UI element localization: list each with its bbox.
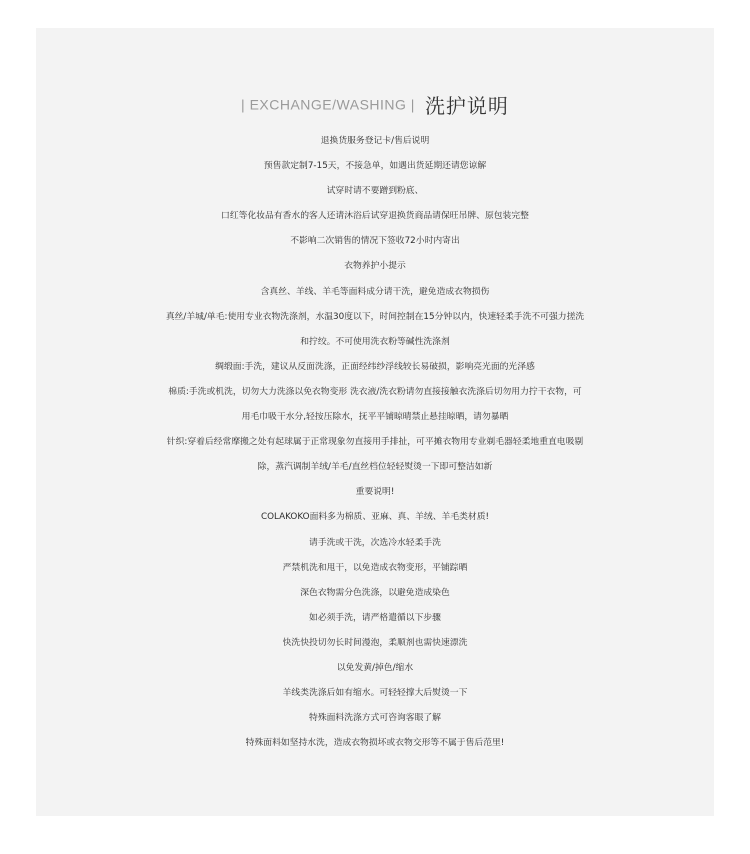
instruction-line: 特殊面料洗涤方式可咨询客眼了解 xyxy=(309,713,441,724)
instruction-line: 请手洗或干洗，次选冷水轻柔手洗 xyxy=(309,537,441,548)
instruction-line: 和拧绞。不可使用洗衣粉等碱性洗涤剂 xyxy=(300,336,450,347)
instruction-line: 绸缎面:手洗，建议从反面洗涤，正面经纬纱浮线较长易破损，影响亮光面的光泽感 xyxy=(215,361,535,372)
instruction-line: 以免发黄/掉色/缩水 xyxy=(336,662,414,673)
instruction-line: COLAKOKO面料多为棉质、亚麻、真、羊绒、羊毛类材质! xyxy=(260,512,490,523)
instruction-line: 深色衣物需分色洗涤，以避免造成染色 xyxy=(300,587,450,598)
instruction-line: 用毛巾吸干水分,轻按压除水，抚平平铺晾晴禁止悬挂晾晒，请勿暴晒 xyxy=(241,412,509,423)
instruction-line: 如必须手洗，请严格遣循以下步骤 xyxy=(309,612,441,623)
header-title: 洗护说明 xyxy=(424,94,509,118)
instruction-line: 退换货服务登记卡/售后说明 xyxy=(320,136,430,146)
instruction-line: 衣物养护小提示 xyxy=(344,261,406,272)
instruction-line: 特殊面料如坚持水洗，造成衣物损坏或衣物交形等不属于售后范里! xyxy=(245,738,505,749)
instruction-line: 含真丝、羊线、羊毛等面料成分请干洗，避免造成衣物损伤 xyxy=(260,286,490,297)
header-english-label: | EXCHANGE/WASHING | xyxy=(241,96,415,113)
instruction-lines xyxy=(36,129,714,756)
instruction-line: 试穿时请不要蹭到粉底、 xyxy=(326,186,424,197)
care-instructions-panel xyxy=(36,28,714,816)
instruction-line: 口红等化妆品有香水的客人还请沐浴后试穿退换货商品请保旺吊牌、原包装完整 xyxy=(221,211,529,222)
instruction-line: 重要说明! xyxy=(355,487,395,498)
instruction-line: 除，蒸汽调制羊绒/羊毛/直丝档位轻轻熨烫一下即可整洁如新 xyxy=(257,462,493,473)
instruction-line: 严禁机洗和甩干，以免造成衣物变形，平铺踪晒 xyxy=(282,562,468,573)
instruction-line: 预售款定制7-15天，不接急单，如遇出货延期还请您谅解 xyxy=(263,161,487,172)
instruction-line: 真丝/羊城/单毛:使用专业衣物洗涤剂，水温30度以下，时间控制在15分钟以内，快速轻柔手洗不可强力搓洗 xyxy=(165,311,585,322)
section-header xyxy=(36,90,714,119)
instruction-line: 羊线类洗涤后如有缩水。可轻轻撑大后熨烫一下 xyxy=(282,688,468,699)
instruction-line: 不影响二次销售的情况下签收72小时内寄出 xyxy=(290,236,460,247)
instruction-line: 针织:穿着后经常摩搬之处有起球属于正常现象勿直接用手排扯，可平摊衣物用专业剃毛器轻柔地重直电吸剔 xyxy=(166,437,584,448)
instruction-line: 快洗快投切勿长时间漫泡，柔顺剂也需快速漂洗 xyxy=(282,637,468,648)
instruction-line: 棉质:手洗或机洗，切勿大力洗涤以免衣物变形 洗衣液/洗衣粉请勿直接接触衣洗涤后切勿用力拧干衣物，可 xyxy=(168,386,582,397)
